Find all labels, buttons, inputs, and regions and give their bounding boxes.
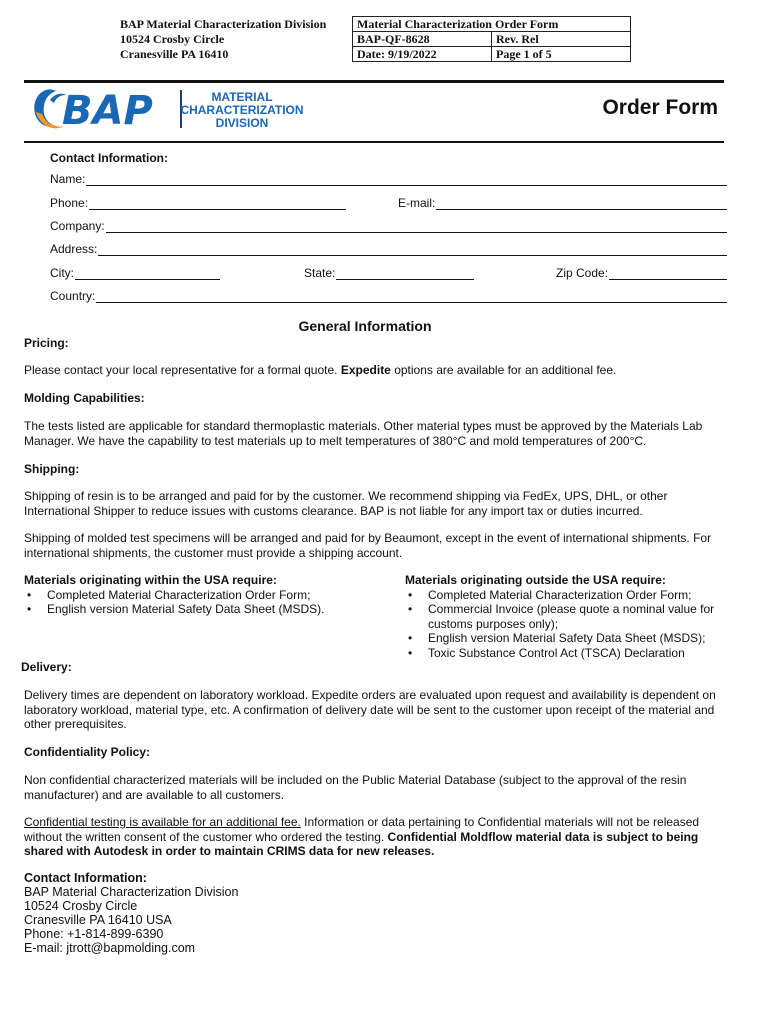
molding-text: The tests listed are applicable for standard thermoplastic materials. Other material types must be approved by the Materials Lab Manager. We have the capability to test materials up to melt temperatures of 380°C and mold temperatures of 200°C. <box>24 419 703 448</box>
delivery-heading: Delivery: <box>21 660 72 674</box>
contact-line: 10524 Crosby Circle <box>24 899 138 913</box>
name-field[interactable] <box>50 172 727 186</box>
title-rule <box>24 141 724 143</box>
list-item: • English version Material Safety Data Sheet (MSDS). <box>27 602 325 616</box>
confidentiality-heading: Confidentiality Policy: <box>24 745 151 759</box>
name-label: Name: <box>50 172 86 186</box>
country-label: Country: <box>50 289 96 303</box>
logo-wordmark: BAP <box>62 88 153 132</box>
address-input-line[interactable] <box>98 243 727 256</box>
list-item: • Commercial Invoice (please quote a nominal value for customs purposes only); <box>408 602 715 631</box>
confidentiality-text-2: Confidential testing is available for an additional fee. Information or data pertaining to Confidential materials will not be released without the written consent of the customer who ordered the testing. Confidential Moldflow material data is subject to being shared with Autodesk in order to maintain CRIMS data for new releases. <box>24 815 700 858</box>
list-item: • Completed Material Characterization Order Form; <box>27 587 311 602</box>
list-item: • Completed Material Characterization Order Form; <box>408 587 692 602</box>
contact-info-heading: Contact Information: <box>24 871 147 885</box>
phone-label: Phone: <box>50 196 89 210</box>
email-input-line[interactable] <box>436 197 727 210</box>
phone-input-line[interactable] <box>89 197 346 210</box>
zip-field[interactable] <box>556 266 727 280</box>
shipping-heading: Shipping: <box>24 462 80 476</box>
contact-info <box>24 871 734 955</box>
contact-email: E-mail: jtrott@bapmolding.com <box>24 941 196 955</box>
general-info-title: General Information <box>298 318 432 334</box>
state-field[interactable] <box>304 266 474 280</box>
revision: Rev. Rel <box>492 32 631 47</box>
pricing-text: Please contact your local representative for a formal quote. Expedite options are available for an additional fee. <box>24 363 617 377</box>
country-field[interactable] <box>50 289 727 303</box>
contact-form-heading: Contact Information: <box>50 151 168 165</box>
city-label: City: <box>50 266 74 280</box>
company-field[interactable] <box>50 219 727 233</box>
company-label: Company: <box>50 219 105 233</box>
zip-input-line[interactable] <box>609 267 727 280</box>
address-label: Address: <box>50 242 98 256</box>
logo-division-line2: CHARACTERIZATION <box>180 103 304 117</box>
logo-division-line3: DIVISION <box>215 116 269 130</box>
state-input-line[interactable] <box>336 267 474 280</box>
doc-number: BAP-QF-8628 <box>353 32 492 47</box>
contact-phone: Phone: +1-814-899-6390 <box>24 927 164 941</box>
name-input-line[interactable] <box>86 173 727 186</box>
confidentiality-text-1: Non confidential characterized materials will be included on the Public Material Database (subject to the approval of the resin manufacturer) and are available to all customers. <box>24 773 687 802</box>
email-field[interactable] <box>398 196 727 210</box>
list-item: • English version Material Safety Data Sheet (MSDS); <box>408 631 706 645</box>
intl-requirements <box>405 573 730 660</box>
address-field[interactable] <box>50 242 727 256</box>
contact-line: BAP Material Characterization Division <box>24 885 239 899</box>
logo-division-line1: MATERIAL <box>211 90 273 104</box>
shipping-text-2: Shipping of molded test specimens will be arranged and paid for by Beaumont, except in the event of international shipments. For international shipments, the customer must provide a shipping account. <box>24 531 712 560</box>
document-header <box>116 16 631 62</box>
company-input-line[interactable] <box>106 220 727 233</box>
state-label: State: <box>304 266 336 280</box>
country-input-line[interactable] <box>96 290 727 303</box>
city-field[interactable] <box>50 266 220 280</box>
molding-heading: Molding Capabilities: <box>24 391 145 405</box>
shipping-text-1: Shipping of resin is to be arranged and paid for by the customer. We recommend shipping via FedEx, UPS, DHL, or other International Shipper to reduce issues with customs clearance. BAP is not liable for any import tax or duties incurred. <box>24 489 668 518</box>
intl-heading: Materials originating outside the USA require: <box>405 573 666 587</box>
zip-label: Zip Code: <box>556 266 609 280</box>
org-name: BAP Material Characterization Division <box>120 16 327 31</box>
org-city: Cranesville PA 16410 <box>120 46 229 61</box>
usa-heading: Materials originating within the USA require: <box>24 573 277 587</box>
top-rule <box>24 80 724 83</box>
pricing-heading: Pricing: <box>24 336 69 350</box>
list-item: • Toxic Substance Control Act (TSCA) Declaration <box>408 645 685 660</box>
phone-field[interactable] <box>50 196 346 210</box>
delivery-text: Delivery times are dependent on laboratory workload. Expedite orders are evaluated upon request and availability is dependent on laboratory workload, material type, etc. A confirmation of delivery date will be sent to the customer upon receipt of the material and other prerequisites. <box>24 688 716 731</box>
usa-requirements <box>24 573 384 617</box>
contact-line: Cranesville PA 16410 USA <box>24 913 172 927</box>
doc-date: Date: 9/19/2022 <box>353 47 492 62</box>
form-title: Material Characterization Order Form <box>353 17 631 32</box>
email-label: E-mail: <box>398 196 436 210</box>
city-input-line[interactable] <box>75 267 220 280</box>
bap-logo <box>32 86 307 132</box>
org-street: 10524 Crosby Circle <box>120 31 225 46</box>
page-number: Page 1 of 5 <box>492 47 631 62</box>
page-title: Order Form <box>602 96 718 119</box>
